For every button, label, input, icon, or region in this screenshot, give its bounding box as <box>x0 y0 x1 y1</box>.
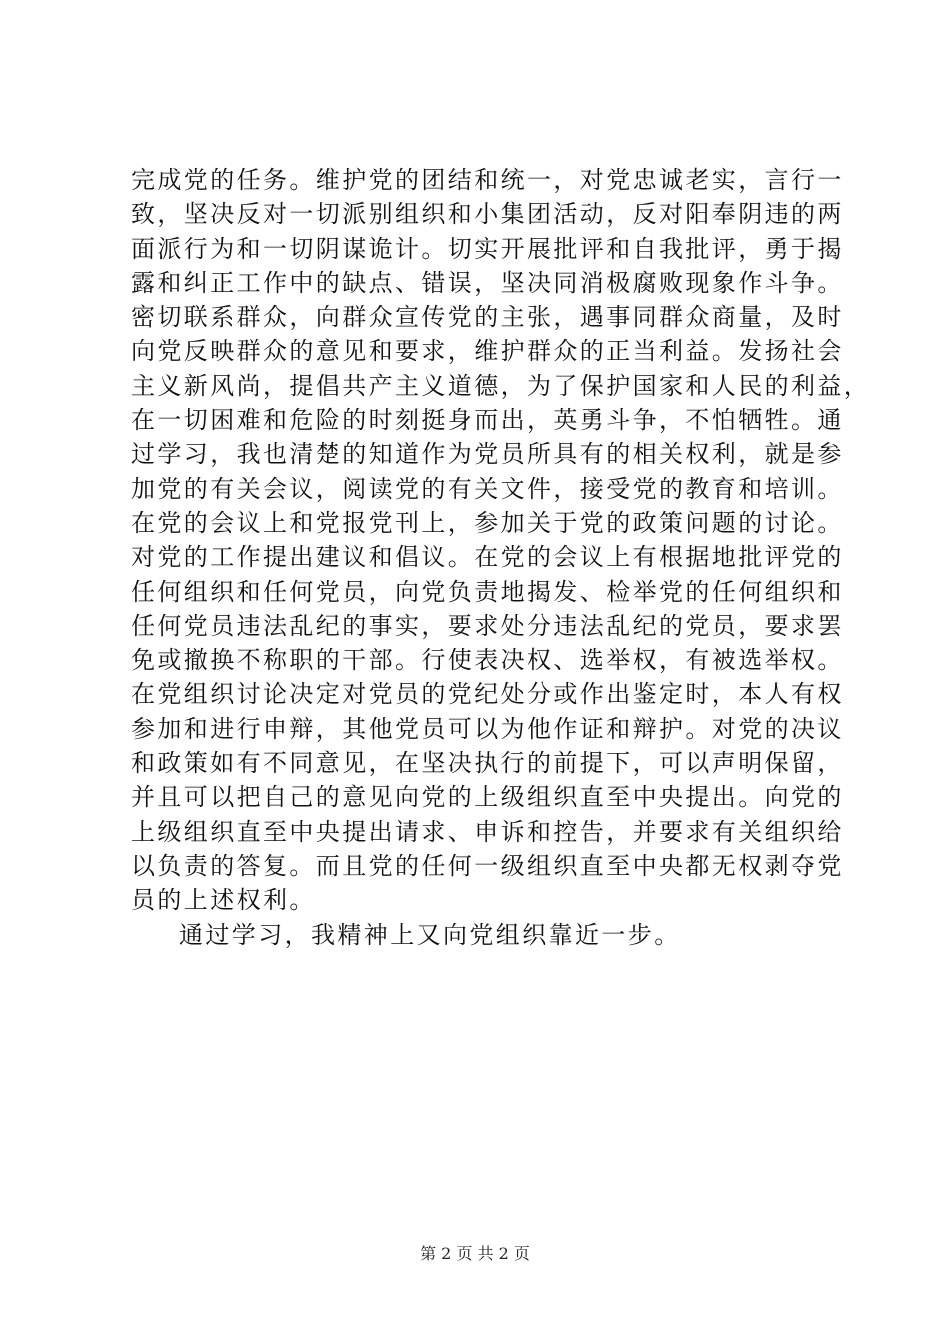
text-line: 免或撤换不称职的干部。行使表决权、选举权，有被选举权。 <box>131 646 844 675</box>
text-line: 过学习，我也清楚的知道作为党员所具有的相关权利，就是参 <box>131 440 844 469</box>
text-line: 在一切困难和危险的时刻挺身而出，英勇斗争，不怕牺牲。通 <box>131 406 844 435</box>
text-line: 和政策如有不同意见，在坚决执行的前提下，可以声明保留， <box>131 749 844 778</box>
text-line: 向党反映群众的意见和要求，维护群众的正当利益。发扬社会 <box>131 337 844 366</box>
text-line: 致，坚决反对一切派别组织和小集团活动，反对阳奉阴违的两 <box>131 200 844 229</box>
paragraph-first-line: 通过学习，我精神上又向党组织靠近一步。 <box>179 920 681 949</box>
text-line: 主义新风尚，提倡共产主义道德，为了保护国家和人民的利益， <box>131 371 871 400</box>
text-line: 加党的有关会议，阅读党的有关文件，接受党的教育和培训。 <box>131 474 844 503</box>
text-line: 参加和进行申辩，其他党员可以为他作证和辩护。对党的决议 <box>131 714 844 743</box>
text-line: 任何党员违法乱纪的事实，要求处分违法乱纪的党员，要求罢 <box>131 611 844 640</box>
text-line: 露和纠正工作中的缺点、错误，坚决同消极腐败现象作斗争。 <box>131 268 844 297</box>
text-line: 面派行为和一切阴谋诡计。切实开展批评和自我批评，勇于揭 <box>131 234 844 263</box>
text-line: 上级组织直至中央提出请求、申诉和控告，并要求有关组织给 <box>131 817 844 846</box>
page-number-footer: 第 2 页 共 2 页 <box>420 1244 530 1263</box>
text-line: 在党组织讨论决定对党员的党纪处分或作出鉴定时，本人有权 <box>131 680 844 709</box>
text-line: 员的上述权利。 <box>131 886 316 915</box>
text-line: 对党的工作提出建议和倡议。在党的会议上有根据地批评党的 <box>131 543 844 572</box>
text-line: 以负责的答复。而且党的任何一级组织直至中央都无权剥夺党 <box>131 851 844 880</box>
text-line: 密切联系群众，向群众宣传党的主张，遇事同群众商量，及时 <box>131 303 844 332</box>
text-line: 并且可以把自己的意见向党的上级组织直至中央提出。向党的 <box>131 783 844 812</box>
body-text <box>131 163 871 952</box>
text-line: 任何组织和任何党员，向党负责地揭发、检举党的任何组织和 <box>131 577 844 606</box>
text-line: 在党的会议上和党报党刊上，参加关于党的政策问题的讨论。 <box>131 508 844 537</box>
text-line: 完成党的任务。维护党的团结和统一，对党忠诚老实，言行一 <box>131 166 844 194</box>
